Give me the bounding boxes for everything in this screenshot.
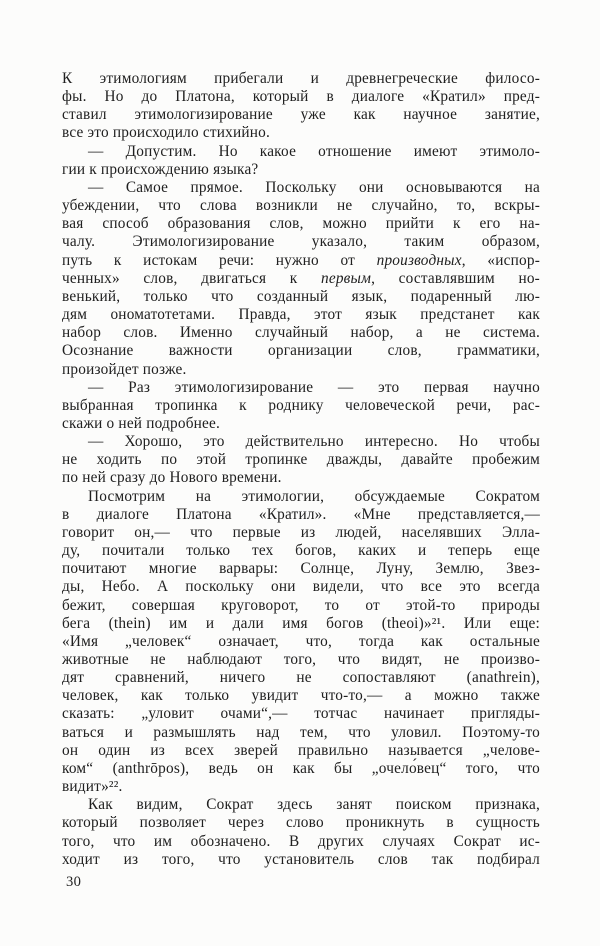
text-segment: — Хорошо, это действительно интересно. Но чтобы [88,433,540,451]
text-line [62,651,540,669]
italic-text: производных [376,251,462,269]
text-segment: ченных» слов, двигаться к [62,269,321,287]
text-line [62,252,540,270]
text-segment: Осознание важности организации слов, грамматики, [62,342,540,360]
text-line [62,578,540,596]
text-segment: говорит он,— что первые из людей, населявших Элла- [62,523,540,541]
text-segment: произойдет позже. [62,360,187,378]
text-segment: сказать: „уловит очами“,— тотчас начинает пригляды- [62,705,540,723]
text-segment: в диалоге Платона «Кратил». «Мне представляется,— [62,505,540,523]
text-segment: гии к происхождению языка? [62,160,259,178]
text-line [62,143,540,161]
text-segment: не ходить по этой тропинке дважды, давайте пробежим [62,451,540,469]
italic-text: первым [321,269,372,287]
text-line [62,615,540,633]
text-line [62,760,540,778]
text-segment: ставил этимологизирование уже как научное занятие, [62,106,540,124]
text-block [62,70,540,869]
text-line [62,669,540,687]
text-line [62,88,540,106]
text-line [62,814,540,832]
text-line [62,179,540,197]
text-segment: дят сравнений, ничего не сопоставляют (anathrein), [62,669,540,687]
text-line [62,524,540,542]
text-line [62,124,540,142]
text-segment: — Самое прямое. Поскольку они основываются на [88,178,540,196]
text-segment: того, что им обозначено. В других случаях Сократ ис- [62,832,540,850]
text-line [62,106,540,124]
text-segment: ваться и размышлять над тем, что уловил. Поэтому-то [62,723,540,741]
text-line [62,833,540,851]
text-line [62,687,540,705]
text-line [62,597,540,615]
text-segment: по ней сразу до Нового времени. [62,469,282,487]
text-segment: ду, почитали только тех богов, каких и теперь еще [62,542,540,560]
text-line [62,724,540,742]
text-segment: почитают многие варвары: Солнце, Луну, Землю, Звез- [62,560,540,578]
text-segment: , составлявшим но- [371,269,540,287]
text-line [62,433,540,451]
text-segment: путь к истокам речи: нужно от [62,251,377,269]
text-line [62,379,540,397]
text-line [62,288,540,306]
text-segment: набор слов. Именно случайный набор, а не система. [62,324,540,342]
text-line [62,233,540,251]
text-segment: фы. Но до Платона, который в диалоге «Кратил» пред- [62,88,540,106]
text-segment: ходит из того, что установитель слов так подбирал [62,850,540,868]
text-segment: венький, только что созданный язык, подаренный лю- [62,287,540,305]
text-line [62,397,540,415]
text-segment: Как видим, Сократ здесь занят поиском признака, [88,796,540,814]
text-line [62,197,540,215]
text-line [62,70,540,88]
text-segment: вая способ образования слов, можно прийти к его на- [62,215,540,233]
text-line [62,415,540,433]
text-line [62,342,540,360]
text-segment: он один из всех зверей правильно называется „челове- [62,741,540,759]
text-line [62,705,540,723]
text-segment: человек, как только увидит что-то,— а можно также [62,687,540,705]
text-line [62,742,540,760]
text-segment: выбранная тропинка к роднику человеческой речи, рас- [62,396,540,414]
text-segment: — Раз этимологизирование — это первая научно [88,378,540,396]
text-segment: видит»²². [62,778,123,796]
text-line [62,506,540,524]
text-line [62,324,540,342]
text-segment: ком“ (anthrōpos), ведь он как бы „очело́вец“ того, что [62,759,540,777]
text-segment: все это происходило стихийно. [62,124,270,142]
text-line [62,451,540,469]
text-segment: , «испор- [461,251,540,269]
text-segment: убеждении, что слова возникли не случайно, то, вскры- [62,197,540,215]
text-line [62,851,540,869]
text-segment: «Имя „человек“ означает, что, тогда как остальные [62,632,540,650]
text-line [62,469,540,487]
text-line [62,488,540,506]
text-segment: Посмотрим на этимологии, обсуждаемые Сократом [88,487,540,505]
text-line [62,270,540,288]
text-segment: скажи о ней подробнее. [62,414,221,432]
text-line [62,633,540,651]
text-line [62,161,540,179]
text-segment: чалу. Этимологизирование указало, таким образом, [62,233,540,251]
text-segment: животные не наблюдают того, что видят, не произво- [62,651,540,668]
text-segment: — Допустим. Но какое отношение имеют этимоло- [88,142,540,160]
text-segment: дям ономатотетами. Правда, этот язык предстанет как [62,306,540,324]
text-line [62,796,540,814]
text-segment: который позволяет через слово проникнуть в сущность [62,814,540,832]
page-number: 30 [66,874,82,890]
text-segment: ды, Небо. А поскольку они видели, что все это всегда [62,578,540,596]
text-line [62,542,540,560]
text-line [62,560,540,578]
text-line [62,361,540,379]
text-line [62,306,540,324]
text-line [62,215,540,233]
text-segment: бега (thein) им и дали имя богов (theoi)»²¹. Или еще: [62,614,540,632]
text-line [62,778,540,796]
text-segment: бежит, совершая круговорот, то от этой-то природы [62,596,540,614]
text-segment: К этимологиям прибегали и древнегреческие филосо- [62,70,540,87]
